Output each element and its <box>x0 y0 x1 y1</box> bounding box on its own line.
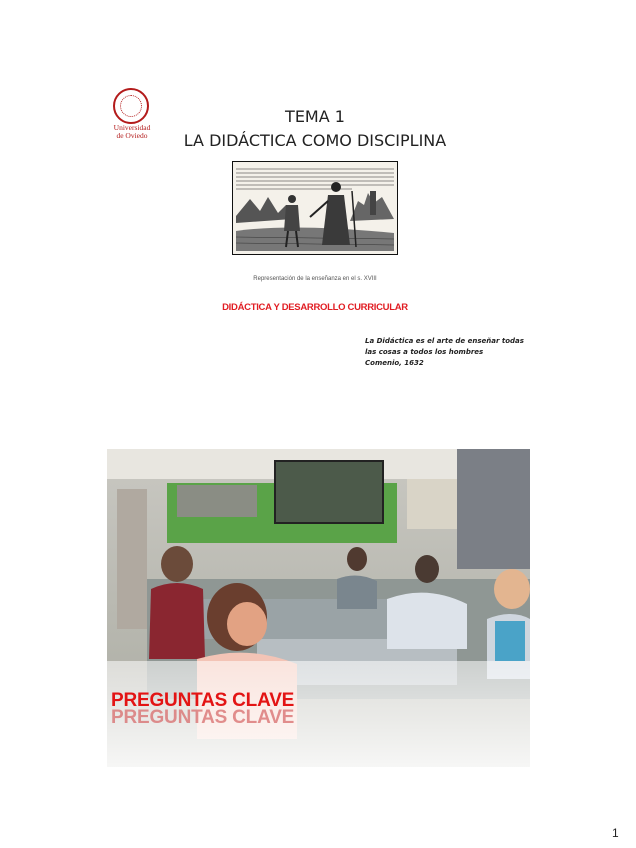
quote-line-1: La Didáctica es el arte de enseñar todas <box>365 337 524 345</box>
key-questions-reflection: PREGUNTAS CLAVE <box>111 707 295 728</box>
topic-number: TEMA 1 <box>285 107 345 126</box>
quote-attribution: Comenio, 1632 <box>365 359 424 367</box>
key-questions-title: PREGUNTAS CLAVE <box>111 690 295 711</box>
image-caption: Representación de la enseñanza en el s. XVIII <box>253 276 377 282</box>
quote-line-2: las cosas a todos los hombres <box>365 348 484 356</box>
page-number: 1 <box>612 826 619 840</box>
topic-title: LA DIDÁCTICA COMO DISCIPLINA <box>183 131 447 150</box>
comenius-quote <box>365 336 565 369</box>
course-subject: DIDÁCTICA Y DESARROLLO CURRICULAR <box>222 302 408 313</box>
seal-text-line-1: Universidad <box>113 123 151 132</box>
seal-text-line-2: de Oviedo <box>116 131 148 140</box>
seal-emblem-icon <box>113 88 149 124</box>
seal-text <box>109 124 155 140</box>
historical-engraving-image <box>232 161 398 255</box>
university-seal-logo <box>109 88 155 146</box>
classroom-photo <box>107 449 530 767</box>
slide-title <box>180 105 450 153</box>
